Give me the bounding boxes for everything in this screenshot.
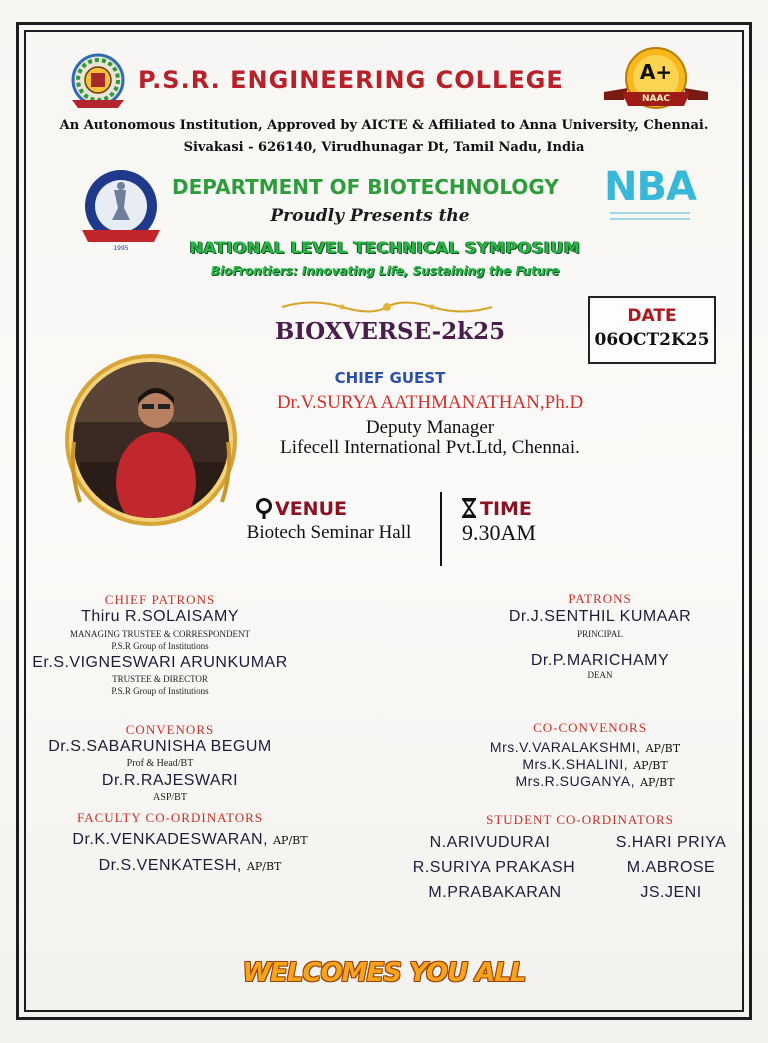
time-label: TIME (480, 498, 532, 520)
co-convenor-3-designation: AP/BT (640, 776, 675, 789)
college-logo (58, 52, 138, 114)
symposium-title: NATIONAL LEVEL TECHNICAL SYMPOSIUM (189, 238, 581, 257)
department-name: DEPARTMENT OF BIOTECHNOLOGY (172, 175, 559, 199)
venue-label: VENUE (275, 498, 347, 520)
faculty-coordinator-2-designation: AP/BT (246, 860, 282, 873)
co-convenor-2-designation: AP/BT (633, 759, 668, 772)
student-coordinator-3: R.SURIYA PRAKASH (412, 859, 576, 876)
chief-guest-label: CHIEF GUEST (334, 369, 446, 387)
chief-patron-2-name: Er.S.VIGNESWARI ARUNKUMAR (32, 654, 288, 671)
patron-2-name: Dr.P.MARICHAMY (530, 652, 670, 669)
convenor-2-name: Dr.R.RAJESWARI (101, 772, 239, 789)
faculty-coordinators-heading: FACULTY CO-ORDINATORS (76, 810, 264, 825)
ornament-divider (272, 298, 502, 316)
patron-2-designation: DEAN (587, 670, 613, 680)
naac-label: NAAC (641, 94, 671, 104)
welcome-banner: WELCOMES YOU ALL (242, 958, 526, 988)
chief-patron-2-designation: TRUSTEE & DIRECTOR (112, 674, 208, 684)
date-value: 06OCT2K25 (594, 330, 710, 350)
faculty-coordinator-1-designation: AP/BT (273, 834, 308, 847)
chief-guest-name: Dr.V.SURYA AATHMANATHAN,Ph.D (276, 392, 584, 413)
nba-logo (600, 164, 700, 228)
date-label: DATE (627, 306, 677, 326)
co-convenor-3-name: Mrs.R.SUGANYA, (515, 773, 635, 789)
date-box (588, 296, 716, 364)
student-coordinator-4: M.ABROSE (626, 859, 716, 876)
faculty-coordinator-2-name: Dr.S.VENKATESH, (98, 857, 242, 874)
co-convenor-3 (460, 771, 730, 790)
co-convenors-heading: CO-CONVENORS (533, 720, 647, 735)
chief-patron-1-designation: MANAGING TRUSTEE & CORRESPONDENT (69, 629, 251, 639)
chief-patron-2-group: P.S.R Group of Institutions (111, 686, 209, 696)
location-pin-icon (255, 498, 273, 520)
student-coordinator-2: S.HARI PRIYA (615, 834, 727, 851)
student-coordinator-1: N.ARIVUDURAI (429, 834, 551, 851)
convenor-2-designation: ASP/BT (153, 792, 187, 803)
naac-badge (600, 44, 712, 120)
naac-grade: A+ (639, 60, 673, 84)
chief-patrons-heading: CHIEF PATRONS (104, 592, 216, 607)
convenors-heading: CONVENORS (125, 722, 215, 737)
venue-value: Biotech Seminar Hall (246, 522, 412, 543)
presents-text: Proudly Presents the (270, 206, 470, 226)
chief-guest-photo (60, 352, 242, 534)
hourglass-icon (462, 498, 476, 518)
svg-text:1995: 1995 (113, 245, 129, 252)
student-coordinator-5: M.PRABAKARAN (428, 884, 562, 901)
faculty-coordinator-1-name: Dr.K.VENKADESWARAN, (72, 831, 269, 848)
co-convenor-2-name: Mrs.K.SHALINI, (522, 756, 629, 772)
patron-1-designation: PRINCIPAL (577, 629, 623, 639)
time-value: 9.30AM (462, 520, 536, 545)
address-text: Sivakasi - 626140, Virudhunagar Dt, Tamil Nadu, India (183, 140, 585, 155)
chief-patron-1-name: Thiru R.SOLAISAMY (81, 608, 239, 625)
chief-guest-organization: Lifecell International Pvt.Ltd, Chennai. (280, 437, 580, 458)
faculty-coordinator-2 (40, 855, 340, 875)
student-coordinators-heading: STUDENT CO-ORDINATORS (486, 812, 674, 827)
chief-patron-1-group: P.S.R Group of Institutions (111, 641, 209, 651)
venue-time-divider (440, 492, 442, 566)
student-coordinator-6: JS.JENI (640, 884, 702, 901)
nba-label: NBA (604, 164, 696, 210)
patron-1-name: Dr.J.SENTHIL KUMAAR (508, 608, 692, 625)
convenor-1-name: Dr.S.SABARUNISHA BEGUM (48, 738, 272, 755)
faculty-coordinator-1 (40, 829, 340, 849)
co-convenor-1-name: Mrs.V.VARALAKSHMI, (489, 739, 641, 755)
symposium-subtitle: BioFrontiers: Innovating Life, Sustaining the Future (210, 264, 560, 278)
affiliation-text: An Autonomous Institution, Approved by AICTE & Affiliated to Anna University, Chennai. (59, 118, 709, 133)
chief-guest-role: Deputy Manager (365, 417, 495, 438)
convenor-1-designation: Prof & Head/BT (126, 758, 194, 769)
event-name: BIOXVERSE-2k25 (274, 318, 506, 345)
college-name: P.S.R. ENGINEERING COLLEGE (138, 66, 564, 94)
patrons-heading: PATRONS (568, 591, 632, 606)
co-convenor-1-designation: AP/BT (645, 742, 681, 755)
